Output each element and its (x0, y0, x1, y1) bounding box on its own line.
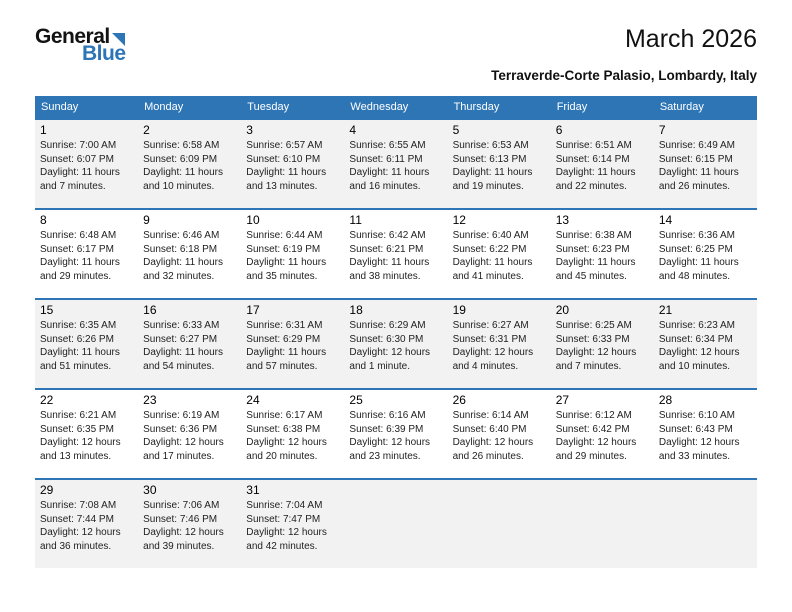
day-cell-16 (138, 300, 241, 388)
logo-text-blue: Blue (82, 42, 126, 65)
day-cell-13 (551, 210, 654, 298)
day-number: 6 (555, 122, 563, 137)
week-row-2 (35, 208, 757, 298)
day-number: 19 (452, 302, 466, 317)
day-cell-15 (35, 300, 138, 388)
day-cell-20 (551, 300, 654, 388)
day-number: 14 (658, 212, 673, 227)
day-number: 22 (40, 392, 54, 407)
day-cell-17 (241, 300, 344, 388)
day-cell-23 (138, 390, 241, 478)
sunrise-text: Sunrise: 6:17 AM (246, 410, 323, 421)
daylight-text: Daylight: 11 hours and 35 minutes. (246, 257, 327, 282)
weekday-header-monday: Monday (144, 100, 184, 113)
day-number: 3 (246, 122, 253, 137)
daylight-text: Daylight: 11 hours and 22 minutes. (555, 167, 636, 192)
logo-text-general: General (35, 25, 110, 48)
daylight-text: Daylight: 12 hours and 13 minutes. (40, 437, 121, 462)
sunrise-text: Sunrise: 7:06 AM (143, 500, 220, 511)
day-number: 16 (143, 302, 157, 317)
day-cell-29 (35, 480, 138, 568)
sunset-text: Sunset: 6:10 PM (246, 153, 321, 165)
day-number: 18 (349, 302, 363, 317)
sunrise-text: Sunrise: 6:10 AM (658, 410, 735, 421)
month-title: March 2026 (624, 25, 757, 53)
daylight-text: Daylight: 11 hours and 48 minutes. (658, 257, 739, 282)
day-cell-30 (138, 480, 241, 568)
daylight-text: Daylight: 12 hours and 10 minutes. (658, 347, 740, 372)
daylight-text: Daylight: 11 hours and 29 minutes. (40, 257, 120, 282)
sunset-text: Sunset: 6:09 PM (143, 153, 218, 165)
day-cell-4 (344, 120, 447, 208)
day-number: 13 (555, 212, 570, 227)
sunrise-text: Sunrise: 7:08 AM (40, 500, 117, 511)
daylight-text: Daylight: 12 hours and 36 minutes. (40, 527, 121, 552)
day-cell-empty (551, 480, 654, 568)
page-header (0, 0, 792, 83)
day-cell-22 (35, 390, 138, 478)
sunrise-text: Sunrise: 6:14 AM (452, 410, 529, 421)
day-number: 21 (658, 302, 673, 317)
day-cell-27 (551, 390, 654, 478)
sunset-text: Sunset: 6:17 PM (40, 243, 114, 255)
day-number: 12 (452, 212, 466, 227)
sunset-text: Sunset: 6:34 PM (658, 333, 733, 345)
day-cell-empty (448, 480, 551, 568)
day-number: 8 (40, 212, 47, 227)
day-cell-12 (448, 210, 551, 298)
day-cell-21 (654, 300, 757, 388)
week-row-3 (35, 298, 757, 388)
daylight-text: Daylight: 12 hours and 33 minutes. (658, 437, 740, 462)
day-number: 29 (40, 482, 54, 497)
sunset-text: Sunset: 6:23 PM (555, 243, 630, 255)
sunrise-text: Sunrise: 6:31 AM (246, 320, 323, 331)
weekday-header-sunday: Sunday (41, 100, 79, 113)
sunset-text: Sunset: 6:18 PM (143, 243, 218, 255)
day-number: 24 (246, 392, 260, 407)
day-cell-empty (654, 480, 757, 568)
day-number: 31 (246, 482, 260, 497)
day-number: 17 (246, 302, 260, 317)
day-cell-empty (344, 480, 447, 568)
day-cell-25 (344, 390, 447, 478)
sunset-text: Sunset: 6:36 PM (143, 423, 218, 435)
day-cell-14 (654, 210, 757, 298)
sunrise-text: Sunrise: 6:48 AM (40, 230, 117, 241)
daylight-text: Daylight: 11 hours and 10 minutes. (143, 167, 223, 192)
weekday-header-wednesday: Wednesday (350, 100, 409, 113)
sunrise-text: Sunrise: 6:33 AM (143, 320, 220, 331)
calendar-table (35, 96, 757, 568)
sunrise-text: Sunrise: 6:46 AM (143, 230, 220, 241)
day-cell-6 (551, 120, 654, 208)
daylight-text: Daylight: 12 hours and 39 minutes. (143, 527, 224, 552)
day-number: 27 (555, 392, 570, 407)
sunrise-text: Sunrise: 6:23 AM (658, 320, 735, 331)
sunrise-text: Sunrise: 6:16 AM (349, 410, 426, 421)
sunrise-text: Sunrise: 7:00 AM (40, 140, 117, 151)
sunset-text: Sunset: 6:33 PM (555, 333, 630, 345)
sunrise-text: Sunrise: 6:44 AM (246, 230, 323, 241)
sunset-text: Sunset: 6:29 PM (246, 333, 321, 345)
sunset-text: Sunset: 7:46 PM (143, 513, 218, 525)
sunrise-text: Sunrise: 6:25 AM (555, 320, 632, 331)
sunset-text: Sunset: 6:14 PM (555, 153, 630, 165)
sunrise-text: Sunrise: 6:53 AM (452, 140, 529, 151)
daylight-text: Daylight: 11 hours and 38 minutes. (349, 257, 430, 282)
daylight-text: Daylight: 12 hours and 7 minutes. (555, 347, 637, 372)
day-number: 25 (349, 392, 363, 407)
sunset-text: Sunset: 7:47 PM (246, 513, 321, 525)
sunset-text: Sunset: 6:13 PM (452, 153, 527, 165)
sunrise-text: Sunrise: 6:36 AM (658, 230, 735, 241)
sunset-text: Sunset: 6:26 PM (40, 333, 114, 345)
day-cell-1 (35, 120, 138, 208)
daylight-text: Daylight: 11 hours and 16 minutes. (349, 167, 430, 192)
day-number: 5 (452, 122, 460, 137)
sunrise-text: Sunrise: 6:35 AM (40, 320, 117, 331)
daylight-text: Daylight: 11 hours and 13 minutes. (246, 167, 327, 192)
daylight-text: Daylight: 11 hours and 26 minutes. (658, 167, 739, 192)
day-cell-2 (138, 120, 241, 208)
daylight-text: Daylight: 12 hours and 26 minutes. (452, 437, 534, 462)
day-cell-31 (241, 480, 344, 568)
week-row-5 (35, 478, 757, 568)
sunset-text: Sunset: 6:19 PM (246, 243, 321, 255)
sunset-text: Sunset: 6:15 PM (658, 153, 733, 165)
sunset-text: Sunset: 6:21 PM (349, 243, 424, 255)
daylight-text: Daylight: 11 hours and 51 minutes. (40, 347, 120, 372)
daylight-text: Daylight: 11 hours and 57 minutes. (246, 347, 327, 372)
day-number: 11 (349, 212, 362, 227)
sunset-text: Sunset: 6:27 PM (143, 333, 218, 345)
day-number: 9 (143, 212, 150, 227)
sunrise-text: Sunrise: 7:04 AM (246, 500, 323, 511)
sunset-text: Sunset: 6:11 PM (349, 153, 423, 165)
weekday-header-friday: Friday (556, 100, 588, 113)
sunset-text: Sunset: 6:22 PM (452, 243, 527, 255)
daylight-text: Daylight: 11 hours and 7 minutes. (40, 167, 120, 192)
day-cell-7 (654, 120, 757, 208)
day-cell-5 (448, 120, 551, 208)
location-subtitle: Terraverde-Corte Palasio, Lombardy, Italy (491, 67, 757, 83)
sunrise-text: Sunrise: 6:42 AM (349, 230, 426, 241)
daylight-text: Daylight: 11 hours and 45 minutes. (555, 257, 636, 282)
daylight-text: Daylight: 12 hours and 42 minutes. (246, 527, 327, 552)
day-number: 20 (555, 302, 570, 317)
sunset-text: Sunset: 7:44 PM (40, 513, 114, 525)
day-cell-9 (138, 210, 241, 298)
daylight-text: Daylight: 12 hours and 20 minutes. (246, 437, 327, 462)
sunset-text: Sunset: 6:42 PM (555, 423, 630, 435)
sunset-text: Sunset: 6:35 PM (40, 423, 114, 435)
day-cell-11 (344, 210, 447, 298)
sunrise-text: Sunrise: 6:58 AM (143, 140, 220, 151)
sunrise-text: Sunrise: 6:38 AM (555, 230, 632, 241)
sunset-text: Sunset: 6:43 PM (658, 423, 733, 435)
sunset-text: Sunset: 6:39 PM (349, 423, 424, 435)
day-number: 10 (246, 212, 260, 227)
day-number: 28 (658, 392, 673, 407)
sunset-text: Sunset: 6:07 PM (40, 153, 114, 165)
sunset-text: Sunset: 6:30 PM (349, 333, 424, 345)
day-cell-3 (241, 120, 344, 208)
day-number: 26 (452, 392, 466, 407)
day-cell-24 (241, 390, 344, 478)
daylight-text: Daylight: 12 hours and 1 minute. (349, 347, 431, 372)
sunset-text: Sunset: 6:25 PM (658, 243, 733, 255)
sunrise-text: Sunrise: 6:21 AM (40, 410, 117, 421)
weekday-header-tuesday: Tuesday (247, 100, 290, 113)
weekday-header-thursday: Thursday (453, 100, 500, 113)
sunrise-text: Sunrise: 6:29 AM (349, 320, 426, 331)
sunrise-text: Sunrise: 6:40 AM (452, 230, 529, 241)
title-block (491, 26, 757, 83)
daylight-text: Daylight: 12 hours and 4 minutes. (452, 347, 534, 372)
day-number: 15 (40, 302, 54, 317)
weekday-header-row (35, 96, 757, 118)
calendar-weeks (35, 118, 757, 568)
sunrise-text: Sunrise: 6:57 AM (246, 140, 323, 151)
day-number: 23 (143, 392, 157, 407)
day-number: 2 (143, 122, 150, 137)
daylight-text: Daylight: 11 hours and 41 minutes. (452, 257, 533, 282)
daylight-text: Daylight: 11 hours and 19 minutes. (452, 167, 533, 192)
daylight-text: Daylight: 12 hours and 17 minutes. (143, 437, 224, 462)
week-row-4 (35, 388, 757, 478)
day-cell-28 (654, 390, 757, 478)
sunrise-text: Sunrise: 6:49 AM (658, 140, 735, 151)
day-number: 30 (143, 482, 157, 497)
day-cell-26 (448, 390, 551, 478)
weekday-header-saturday: Saturday (659, 100, 704, 113)
day-number: 7 (658, 122, 666, 137)
day-cell-10 (241, 210, 344, 298)
daylight-text: Daylight: 12 hours and 29 minutes. (555, 437, 637, 462)
day-number: 1 (40, 122, 47, 137)
sunrise-text: Sunrise: 6:51 AM (555, 140, 632, 151)
sunrise-text: Sunrise: 6:19 AM (143, 410, 220, 421)
sunset-text: Sunset: 6:40 PM (452, 423, 527, 435)
sunset-text: Sunset: 6:38 PM (246, 423, 321, 435)
daylight-text: Daylight: 12 hours and 23 minutes. (349, 437, 431, 462)
sunrise-text: Sunrise: 6:55 AM (349, 140, 426, 151)
day-cell-8 (35, 210, 138, 298)
day-number: 4 (349, 122, 357, 137)
sunrise-text: Sunrise: 6:12 AM (555, 410, 632, 421)
general-blue-logo (35, 26, 126, 64)
sunrise-text: Sunrise: 6:27 AM (452, 320, 529, 331)
sunset-text: Sunset: 6:31 PM (452, 333, 527, 345)
daylight-text: Daylight: 11 hours and 54 minutes. (143, 347, 223, 372)
daylight-text: Daylight: 11 hours and 32 minutes. (143, 257, 223, 282)
day-cell-18 (344, 300, 447, 388)
week-row-1 (35, 118, 757, 208)
day-cell-19 (448, 300, 551, 388)
